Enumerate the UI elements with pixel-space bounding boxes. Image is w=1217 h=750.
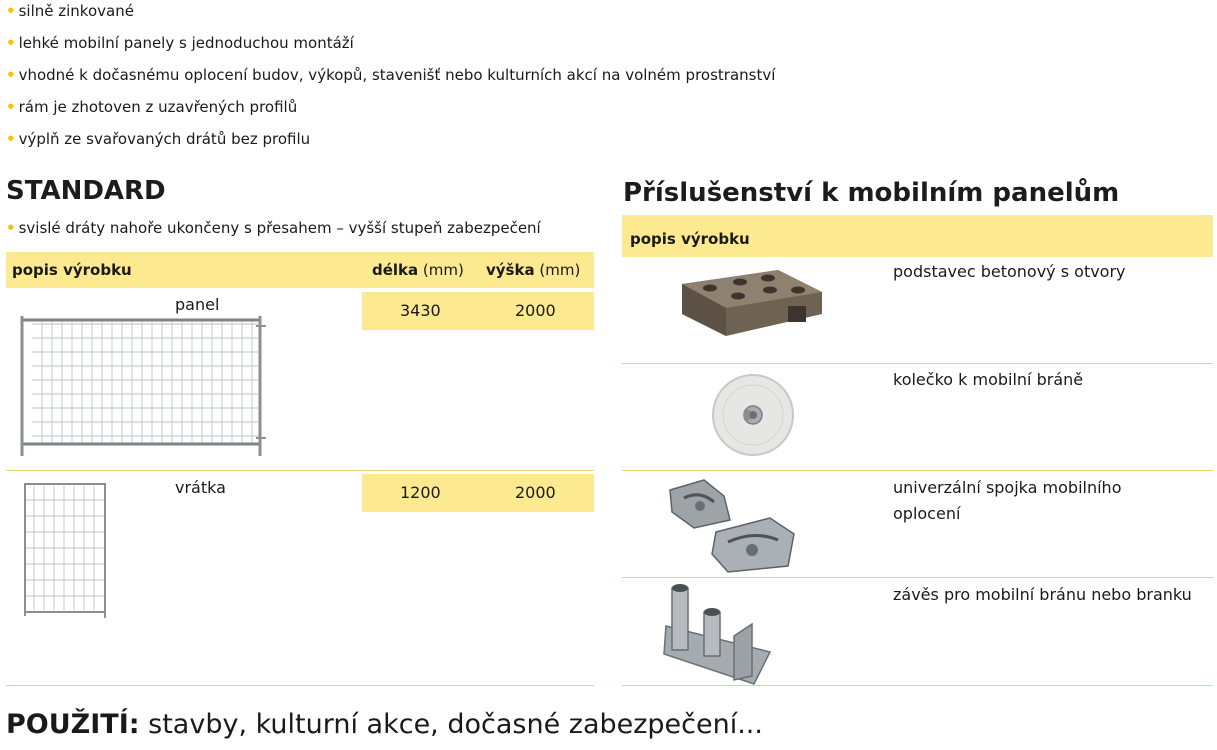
product-name: panel bbox=[175, 295, 220, 314]
row-divider bbox=[622, 577, 1213, 578]
header-description: popis výrobku bbox=[630, 230, 750, 248]
usage-text: stavby, kulturní akce, dočasné zabezpečení... bbox=[139, 709, 763, 740]
list-item: • rám je zhotoven z uzavřených profilů bbox=[6, 98, 298, 116]
list-item: • vhodné k dočasnému oplocení budov, výkopů, stavenišť nebo kulturních akcí na volném prostranství bbox=[6, 66, 776, 84]
gate-image bbox=[20, 480, 112, 620]
accessory-label: kolečko k mobilní bráně bbox=[893, 370, 1084, 389]
height-value: 2000 bbox=[515, 301, 556, 320]
row-highlight bbox=[362, 474, 594, 512]
list-item: • silně zinkované bbox=[6, 2, 134, 20]
row-divider bbox=[6, 470, 594, 471]
accessory-label: podstavec betonový s otvory bbox=[893, 262, 1126, 281]
product-name: vrátka bbox=[175, 478, 226, 497]
usage-label: POUŽITÍ: bbox=[6, 709, 140, 740]
list-item: • lehké mobilní panely s jednoduchou montáží bbox=[6, 34, 354, 52]
row-divider bbox=[622, 685, 1213, 686]
clamp-image bbox=[666, 476, 802, 576]
height-value: 2000 bbox=[515, 483, 556, 502]
standard-title: STANDARD bbox=[6, 176, 166, 206]
hinge-image bbox=[662, 580, 782, 690]
accessories-title: Příslušenství k mobilním panelům bbox=[623, 178, 1120, 208]
row-divider bbox=[622, 363, 1213, 364]
concrete-base-image bbox=[676, 262, 826, 342]
fence-panel-image bbox=[18, 316, 268, 460]
accessory-label: univerzální spojka mobilního oplocení bbox=[893, 478, 1122, 523]
list-item: • výplň ze svařovaných drátů bez profilu bbox=[6, 130, 311, 148]
wheel-image bbox=[708, 370, 798, 460]
usage-line bbox=[6, 708, 763, 742]
row-divider bbox=[6, 685, 594, 686]
accessory-label: závěs pro mobilní bránu nebo branku bbox=[893, 585, 1192, 604]
standard-note: • svislé dráty nahoře ukončeny s přesahem – vyšší stupeň zabezpečení bbox=[6, 219, 541, 237]
row-divider bbox=[622, 470, 1213, 471]
header-length: délka (mm) bbox=[372, 261, 464, 279]
header-description: popis výrobku bbox=[12, 261, 132, 279]
length-value: 1200 bbox=[400, 483, 441, 502]
header-height: výška (mm) bbox=[486, 261, 581, 279]
length-value: 3430 bbox=[400, 301, 441, 320]
row-highlight bbox=[362, 292, 594, 330]
